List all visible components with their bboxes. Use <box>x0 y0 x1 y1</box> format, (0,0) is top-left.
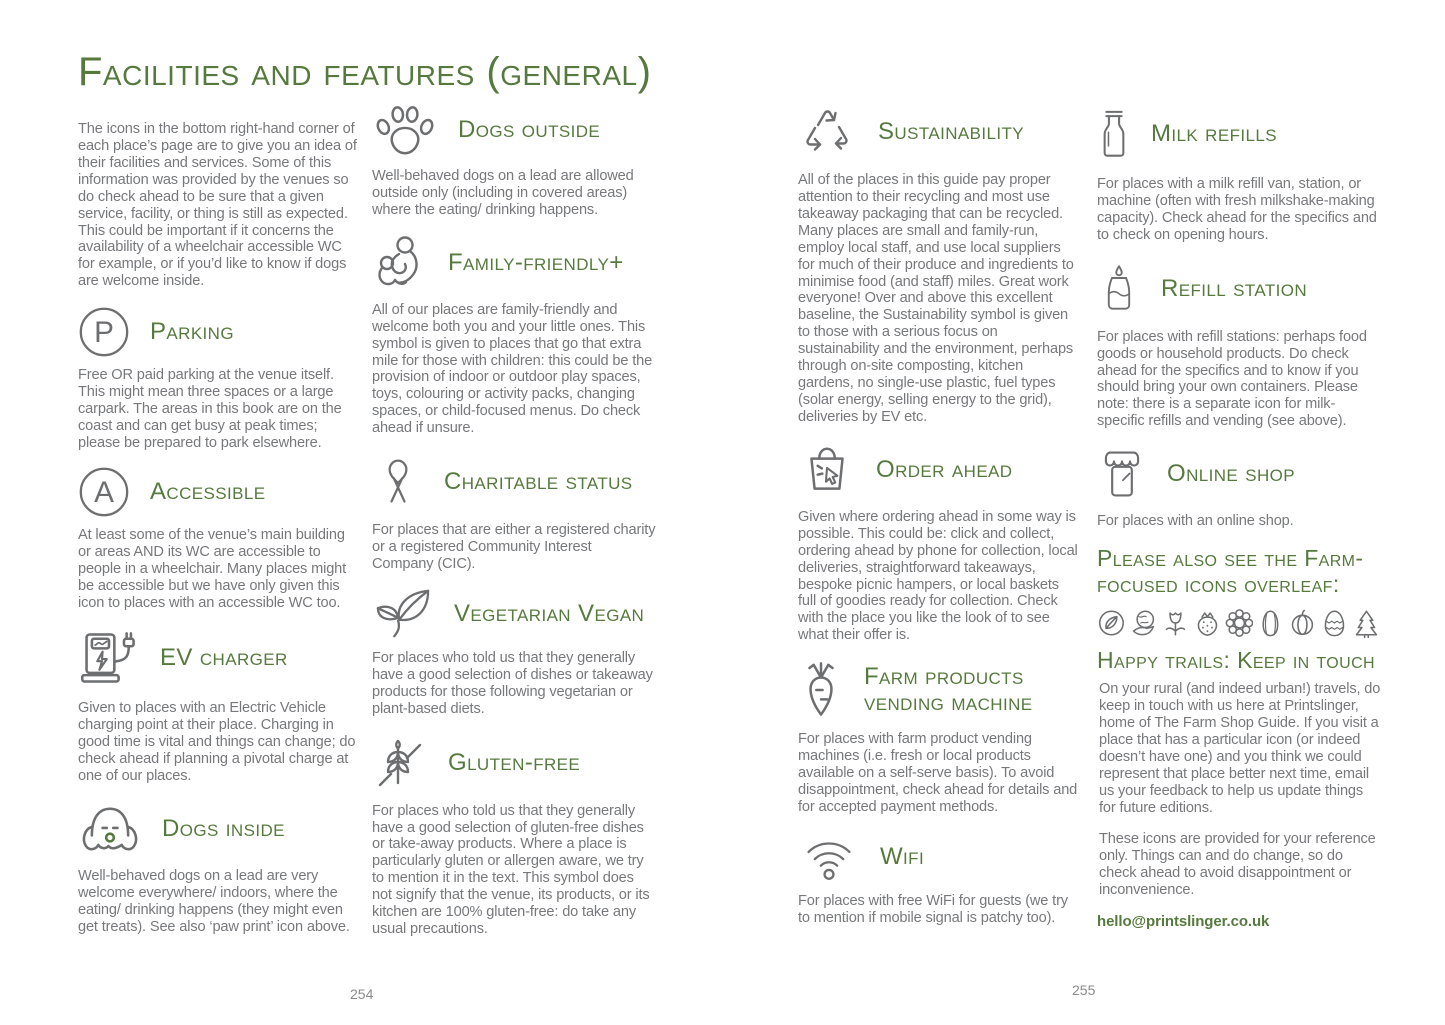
section-body: At least some of the venue’s main building or areas AND its WC are accessible to people in a wheelchair. Many places might be accessible but we have only given this icon to places with an accessible WC too. <box>78 526 347 611</box>
section-heading: Family-friendly+ <box>448 248 624 276</box>
tulip-icon <box>1161 608 1190 638</box>
pine-tree-icon <box>1352 608 1381 638</box>
svg-text:P: P <box>94 316 114 350</box>
section-heading: Dogs outside <box>458 116 601 144</box>
section-heading: Accessible <box>150 477 266 505</box>
column-1 <box>78 121 360 936</box>
eco-leaf-icon <box>1097 608 1126 638</box>
section-heading: EV charger <box>160 644 288 672</box>
page-title: Facilities and features (general) <box>78 50 652 94</box>
section-vegetarian <box>372 587 656 718</box>
section-heading: Order ahead <box>876 455 1013 483</box>
parking-icon <box>78 306 130 358</box>
section-body: For places who told us that they generally have a good selection of gluten-free dishes or take-away products. Where a place is particularly gluten or allergen aware, we try to mention it in the text. This symbol does not signify that the venue, its products, or its kitchen are 100% gluten-free: do take any usual precautions. <box>372 802 650 938</box>
section-heading: Farm products vending machine <box>864 663 1033 717</box>
contact-email-link[interactable]: hello@printslinger.co.uk <box>1097 913 1270 931</box>
ribbon-icon <box>372 451 424 513</box>
column-2 <box>372 101 656 938</box>
bag-cursor-icon <box>798 440 856 500</box>
happy-trails-heading: Happy trails: Keep in touch <box>1097 646 1376 673</box>
page-number-right: 255 <box>1072 982 1096 998</box>
sunflower-icon <box>1225 608 1254 638</box>
svg-text:A: A <box>94 476 114 510</box>
section-milk-refills <box>1097 101 1381 244</box>
section-body: For places with refill stations: perhaps food goods or household products. Do check ahead for the specifics and to know if you should bring your own containers. Please note: there is a separate icon for milk-specific refills and vending (see above). <box>1097 328 1367 430</box>
section-body: For places with a milk refill van, station, or machine (often with fresh milkshake-making capacity). Check ahead for the specifics and to check on opening hours. <box>1097 176 1377 243</box>
pumpkin-icon <box>1288 608 1317 638</box>
intro-paragraph: The icons in the bottom right-hand corner of each place’s page are to give you an idea of their facilities and services. Some of this information was provided by the venues so do check ahead to be sure that a given service, facility, or thing is still as expected. This could be important if it concerns the availability of a wheelchair accessible WC for example, or if you’d like to know if dogs are welcome inside. <box>78 121 357 290</box>
leaves-icon <box>372 587 434 641</box>
section-body: Given to places with an Electric Vehicle charging point at their place. Charging in good time is vital and things can change; do check ahead if planning a pivotal charge at one of our places. <box>78 700 356 785</box>
section-body: Free OR paid parking at the venue itself. This might mean three spaces or a large carpark. The areas in this book are on the coast and can get busy at peak times; please be prepared to park elsewhere. <box>78 367 342 451</box>
section-body: For places with free WiFi for guests (we try to mention if mobile signal is patchy too). <box>798 892 1068 926</box>
wifi-icon <box>798 830 860 884</box>
section-body: For places with an online shop. <box>1097 513 1294 530</box>
reference-note-paragraph: These icons are provided for your reference only. Things can and do change, so do check ahead to avoid disappointment or inconvenience. <box>1099 830 1376 898</box>
online-shop-icon <box>1097 444 1147 504</box>
section-body: Well-behaved dogs on a lead are allowed outside only (including in covered areas) where the eating/ drinking happens. <box>372 168 634 218</box>
milk-bottle-icon <box>1097 101 1131 167</box>
accessible-icon <box>78 466 130 518</box>
section-family-friendly <box>372 233 656 437</box>
section-ev-charger <box>78 625 360 785</box>
section-farm-vending <box>798 658 1080 816</box>
section-parking <box>78 306 360 452</box>
section-refill-station <box>1097 258 1381 431</box>
section-wifi <box>798 830 1080 927</box>
section-body: Well-behaved dogs on a lead are very welcome everywhere/ indoors, where the eating/ drinking happens (they might even get treats). See also ‘paw print’ icon above. <box>78 868 350 935</box>
section-heading: Online shop <box>1167 460 1295 488</box>
farm-overleaf-heading: Please also see the Farm-focused icons overleaf: <box>1097 545 1364 597</box>
happy-trails-paragraph: On your rural (and indeed urban!) travels, do keep in touch with us here at Printslinger, home of The Farm Shop Guide. If you visit a place that has a particular icon (or indeed doesn’t have one) and you think we could represent that place better next time, email us your feedback to help us update things for future editions. <box>1099 681 1381 816</box>
hand-earth-icon <box>1129 608 1158 638</box>
ev-charger-icon <box>78 625 140 691</box>
section-heading: Wifi <box>880 842 925 870</box>
parent-child-icon <box>372 233 428 293</box>
section-heading: Refill station <box>1161 274 1308 302</box>
paw-print-icon <box>372 101 438 159</box>
carrot-icon <box>798 658 844 722</box>
section-accessible <box>78 466 360 612</box>
section-sustainability <box>798 101 1080 426</box>
section-body: For places who told us that they generally have a good selection of dishes or takeaway products for those following vegetarian or plant-based diets. <box>372 649 653 717</box>
section-body: For places that are either a registered charity or a registered Community Interest Company (CIC). <box>372 522 656 572</box>
column-4 <box>1097 101 1381 931</box>
egg-icon <box>1320 608 1349 638</box>
section-heading: Sustainability <box>878 118 1024 146</box>
column-3 <box>798 101 1080 927</box>
section-body: Given where ordering ahead in some way is possible. This could be: click and collect, ordering ahead by phone for collection, local deliveries, straightforward takeaways, bespoke picnic hampers, or local baskets full of goodies ready for collection. Check with the place you like the look of to see what their offer is. <box>798 508 1078 644</box>
dog-face-icon <box>78 799 142 859</box>
section-body: For places with farm product vending machines (i.e. fresh or local products available on a self-serve basis). To avoid disappointment, check ahead for details and for accepted payment methods. <box>798 731 1078 815</box>
section-heading: Charitable status <box>444 468 633 496</box>
section-gluten-free <box>372 732 656 938</box>
section-heading: Milk refills <box>1151 120 1277 148</box>
section-heading: Dogs inside <box>162 815 285 843</box>
recycle-icon <box>798 101 858 163</box>
farm-icons-row <box>1097 608 1381 638</box>
wheat-icon <box>372 732 428 794</box>
refill-jar-icon <box>1097 258 1141 320</box>
strawberry-icon <box>1193 608 1222 638</box>
section-dogs-outside <box>372 101 656 219</box>
section-heading: Gluten-free <box>448 748 581 776</box>
section-online-shop <box>1097 444 1381 530</box>
section-order-ahead <box>798 440 1080 644</box>
section-heading: Parking <box>150 318 234 346</box>
page-number-left: 254 <box>350 986 374 1002</box>
section-dogs-inside <box>78 799 360 936</box>
corn-icon <box>1256 608 1285 638</box>
section-body: All of the places in this guide pay proper attention to their recycling and most use takeaway packaging that can be recycled. Many places are small and family-run, employ local staff, and use local suppliers for much of their produce and ingredients to minimise food (and staff) miles. Great work everyone! Over and above this excellent baseline, the Sustainability symbol is given to those with a serious focus on sustainability and the environment, perhaps through on-site composting, kitchen gardens, no single-use plastic, fuel types (solar energy, selling energy to the grid), deliveries by EV etc. <box>798 172 1074 425</box>
section-body: All of our places are family-friendly and welcome both you and your little ones. This symbol is given to places that go that extra mile for those with children: this could be the provision of indoor or outdoor play spaces, toys, colouring or activity packs, changing spaces, or child-focused menus. Do check ahead if unsure. <box>372 301 653 437</box>
section-heading: Vegetarian Vegan <box>454 599 645 627</box>
section-charitable <box>372 451 656 573</box>
